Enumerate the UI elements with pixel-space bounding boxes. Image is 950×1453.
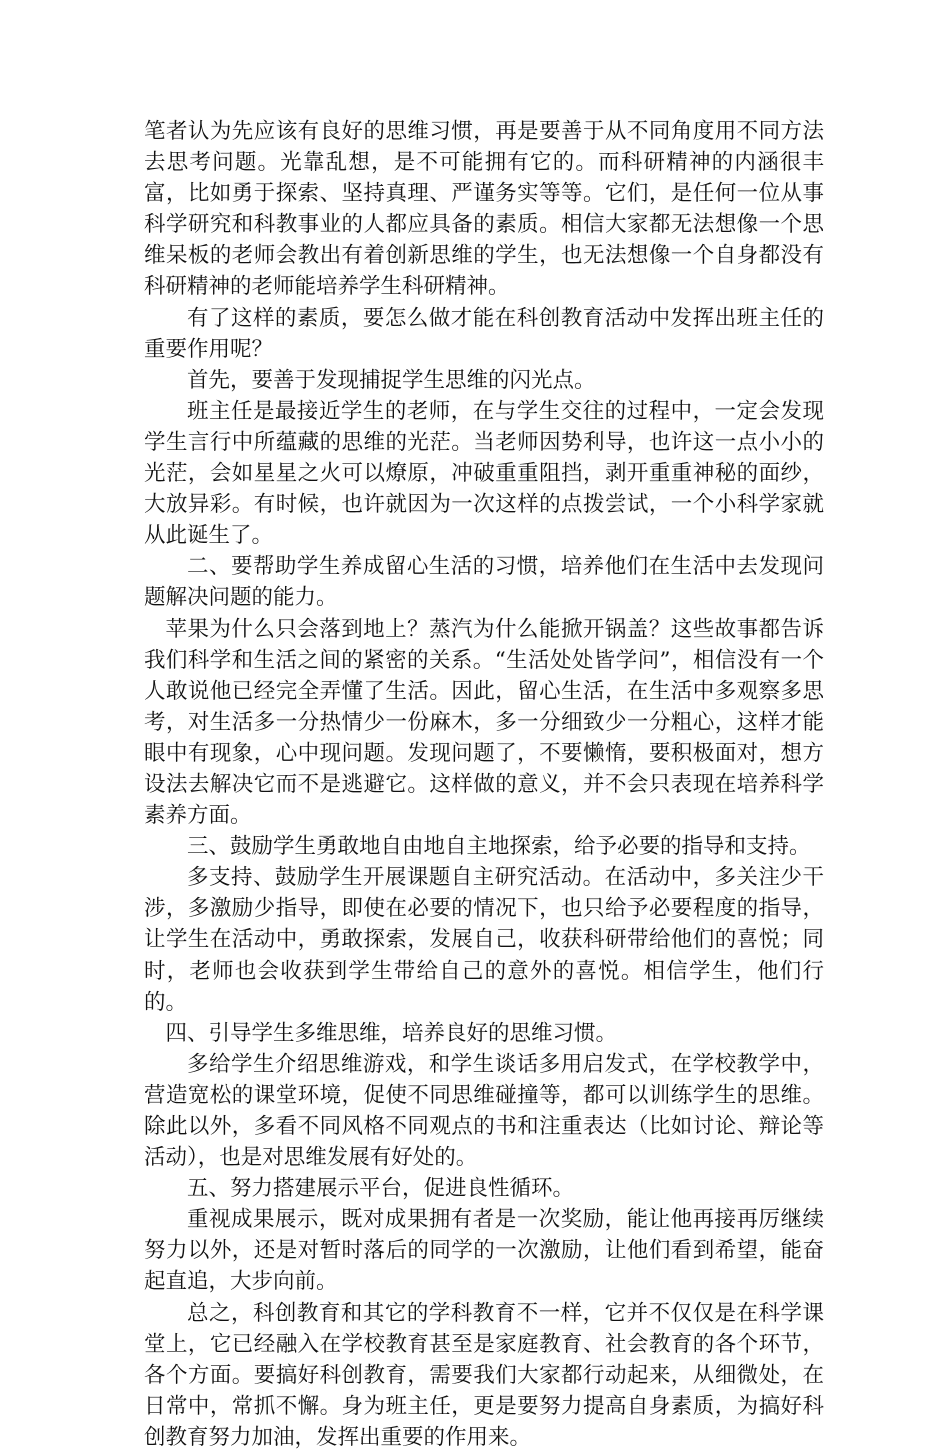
document-body: [144, 116, 824, 1453]
paragraph-heading-fifth: 五、努力搭建展示平台，促进良性循环。: [187, 1176, 575, 1202]
paragraph-body: 重视成果展示，既对成果拥有者是一次奖励，能让他再接再厉继续努力以外，还是对暂时落后的同学的一次激励，让他们看到希望，能奋起直追，大步向前。: [144, 1207, 824, 1295]
paragraph-heading-first: 首先，要善于发现捕捉学生思维的闪光点。: [187, 367, 596, 393]
paragraph-heading-second: 二、要帮助学生养成留心生活的习惯，培养他们在生活中去发现问题解决问题的能力。: [144, 554, 824, 611]
paragraph-body: 苹果为什么只会落到地上？蒸汽为什么能掀开锅盖？这些故事都告诉我们科学和生活之间的紧密的关系。“生活处处皆学问”，相信没有一个人敢说他已经完全弄懂了生活。因此，留心生活，在生活中多观察多思考，对生活多一分热情少一份麻木，多一分细致少一分粗心，这样才能眼中有现象，心中现问题。发现问题了，不要懒惰，要积极面对，想方设法去解决它而不是逃避它。这样做的意义，并不会只表现在培养科学素养方面。: [144, 616, 824, 829]
paragraph-heading-third: 三、鼓励学生勇敢地自由地自主地探索，给予必要的指导和支持。: [187, 834, 811, 860]
paragraph-heading-fourth: 四、引导学生多维思维，培养良好的思维习惯。: [165, 1020, 618, 1046]
paragraph-thinking-habits: 笔者认为先应该有良好的思维习惯，再是要善于从不同角度用不同方法去思考问题。光靠乱想，是不可能拥有它的。而科研精神的内涵很丰富，比如勇于探索、坚持真理、严谨务实等等。它们，是任何一位从事科学研究和科教事业的人都应具备的素质。相信大家都无法想像一个思维呆板的老师会教出有着创新思维的学生，也无法想像一个自身都没有科研精神的老师能培养学生科研精神。: [144, 119, 824, 300]
paragraph-body: 多给学生介绍思维游戏，和学生谈话多用启发式，在学校教学中，营造宽松的课堂环境，促使不同思维碰撞等，都可以训练学生的思维。除此以外，多看不同风格不同观点的书和注重表达（比如讨论、辩论等活动），也是对思维发展有好处的。: [144, 1051, 824, 1171]
paragraph-conclusion: 总之，科创教育和其它的学科教育不一样，它并不仅仅是在科学课堂上，它已经融入在学校教育甚至是家庭教育、社会教育的各个环节，各个方面。要搞好科创教育，需要我们大家都行动起来，从细微处，在日常中，常抓不懈。身为班主任，更是要努力提高自身素质，为搞好科创教育努力加油，发挥出重要的作用来。: [144, 1300, 824, 1450]
paragraph-question: 有了这样的素质，要怎么做才能在科创教育活动中发挥出班主任的重要作用呢？: [144, 305, 824, 362]
paragraph-body: 多支持、鼓励学生开展课题自主研究活动。在活动中，多关注少干涉，多激励少指导，即使在必要的情况下，也只给予必要程度的指导，让学生在活动中，勇敢探索，发展自己，收获科研带给他们的喜悦；同时，老师也会收获到学生带给自己的意外的喜悦。相信学生，他们行的。: [144, 865, 824, 1015]
paragraph-body: 班主任是最接近学生的老师，在与学生交往的过程中，一定会发现学生言行中所蕴藏的思维的光茫。当老师因势利导，也许这一点小小的光茫，会如星星之火可以燎原，冲破重重阻挡，剥开重重神秘的面纱，大放异彩。有时候，也许就因为一次这样的点拨尝试，一个小科学家就从此诞生了。: [144, 398, 824, 549]
